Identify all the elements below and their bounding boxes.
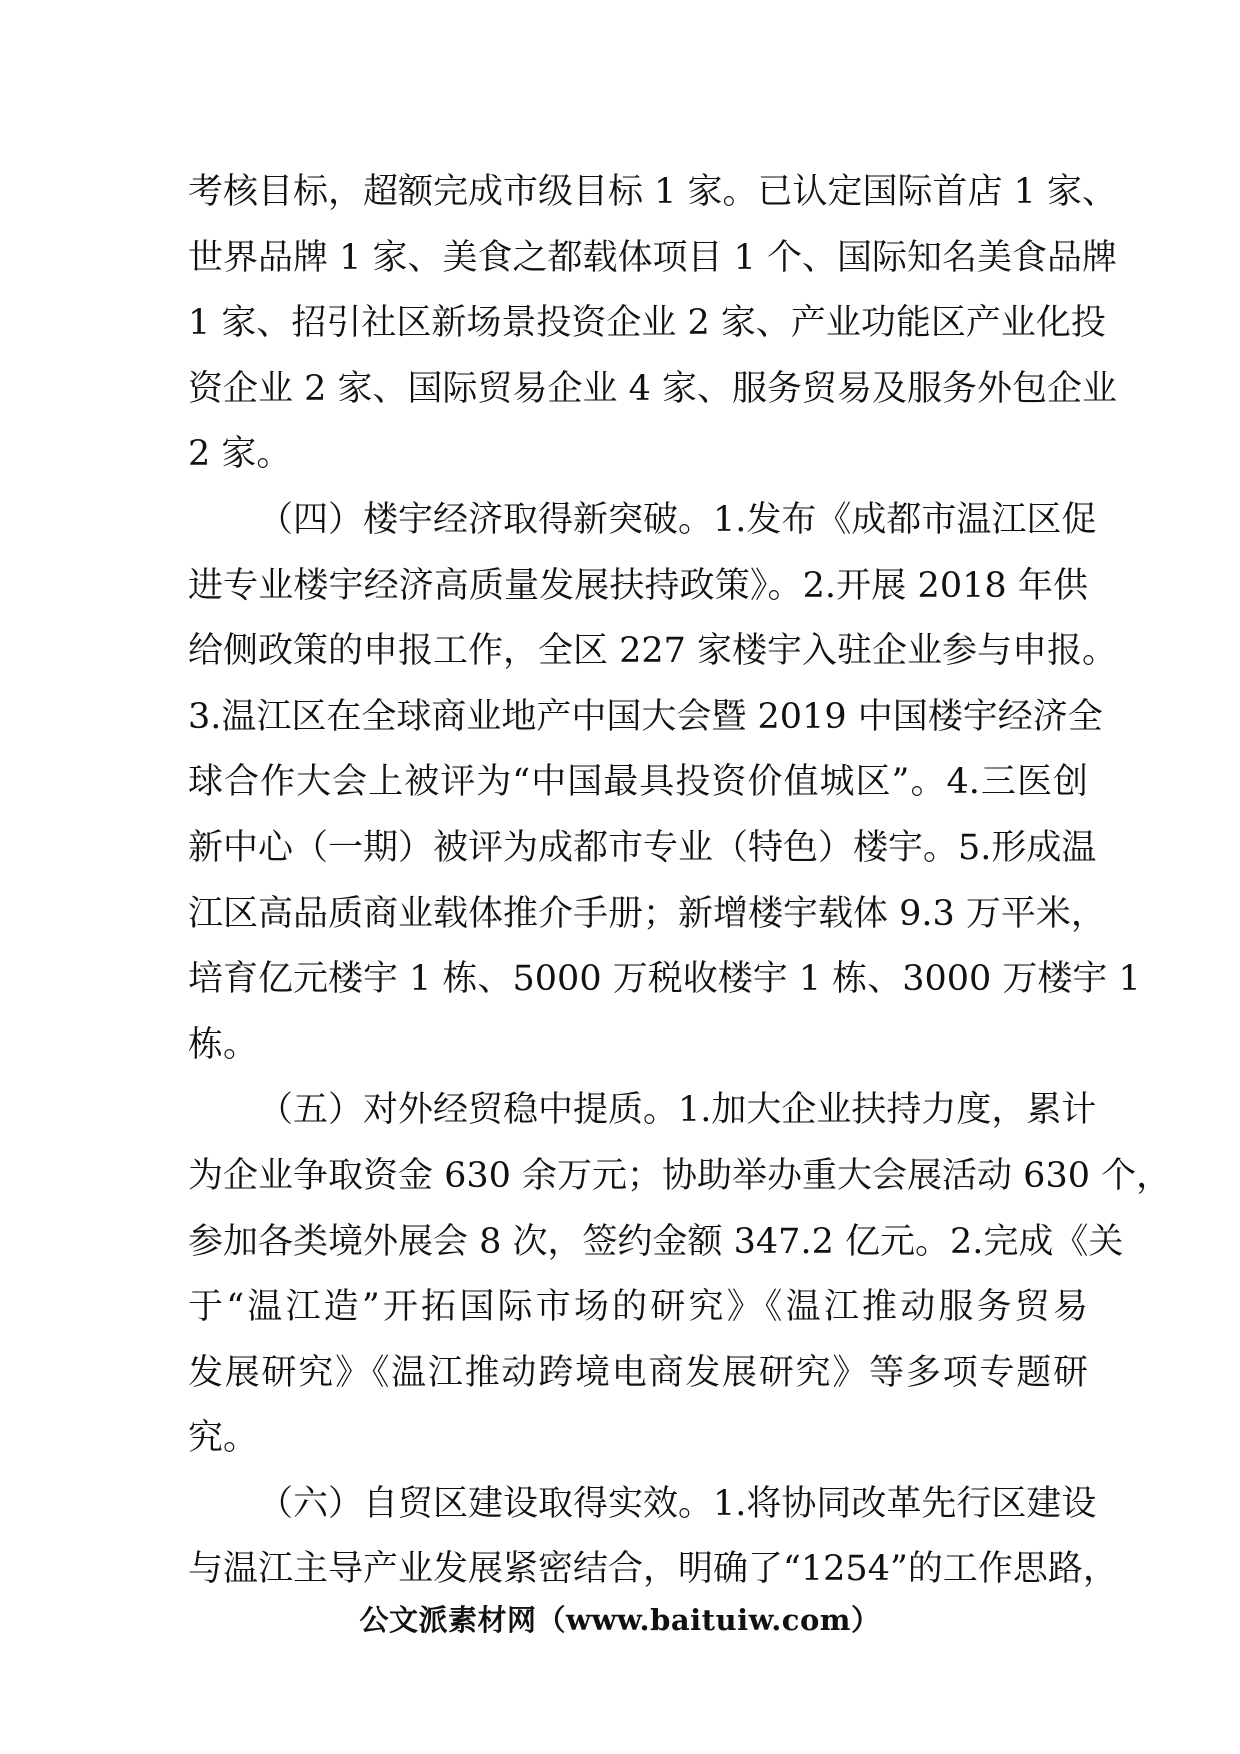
text-line: 进专业楼宇经济高质量发展扶持政策》。2.开展 2018 年供 xyxy=(188,565,1088,606)
footer-watermark: 公文派素材网（www.baituiw.com） xyxy=(359,1603,881,1637)
text-line: 为企业争取资金 630 余万元；协助举办重大会展活动 630 个， xyxy=(188,1155,1172,1196)
text-line: （五）对外经贸稳中提质。1.加大企业扶持力度，累计 xyxy=(258,1090,1097,1131)
text-line: 于“温江造”开拓国际市场的研究》《温江推动服务贸易 xyxy=(188,1287,1088,1328)
text-line: 究。 xyxy=(188,1418,259,1459)
text-line: 参加各类境外展会 8 次，签约金额 347.2 亿元。2.完成《关 xyxy=(188,1221,1124,1262)
text-line: （六）自贸区建设取得实效。1.将协同改革先行区建设 xyxy=(258,1483,1097,1524)
text-line: 培育亿元楼宇 1 栋、5000 万税收楼宇 1 栋、3000 万楼宇 1 xyxy=(188,959,1141,1000)
text-line: 资企业 2 家、国际贸易企业 4 家、服务贸易及服务外包企业 xyxy=(188,368,1118,409)
text-line: 3.温江区在全球商业地产中国大会暨 2019 中国楼宇经济全 xyxy=(188,696,1103,737)
text-line: 2 家。 xyxy=(188,434,292,475)
text-line: 江区高品质商业载体推介手册；新增楼宇载体 9.3 万平米， xyxy=(188,893,1106,934)
text-line: 栋。 xyxy=(188,1024,259,1065)
text-line: 世界品牌 1 家、美食之都载体项目 1 个、国际知名美食品牌 xyxy=(188,237,1118,278)
text-line: 给侧政策的申报工作，全区 227 家楼宇入驻企业参与申报。 xyxy=(188,631,1118,672)
text-line: 发展研究》《温江推动跨境电商发展研究》等多项专题研 xyxy=(188,1352,1088,1393)
text-line: 1 家、招引社区新场景投资企业 2 家、产业功能区产业化投 xyxy=(188,303,1106,344)
text-line: 考核目标，超额完成市级目标 1 家。已认定国际首店 1 家、 xyxy=(188,172,1118,212)
text-line: （四）楼宇经济取得新突破。1.发布《成都市温江区促 xyxy=(258,499,1097,540)
text-line: 与温江主导产业发展紧密结合，明确了“1254”的工作思路， xyxy=(188,1549,1118,1590)
document-body xyxy=(188,160,1172,1603)
text-line: 新中心（一期）被评为成都市专业（特色）楼宇。5.形成温 xyxy=(188,827,1097,868)
text-line: 球合作大会上被评为“中国最具投资价值城区”。4.三医创 xyxy=(188,762,1088,803)
